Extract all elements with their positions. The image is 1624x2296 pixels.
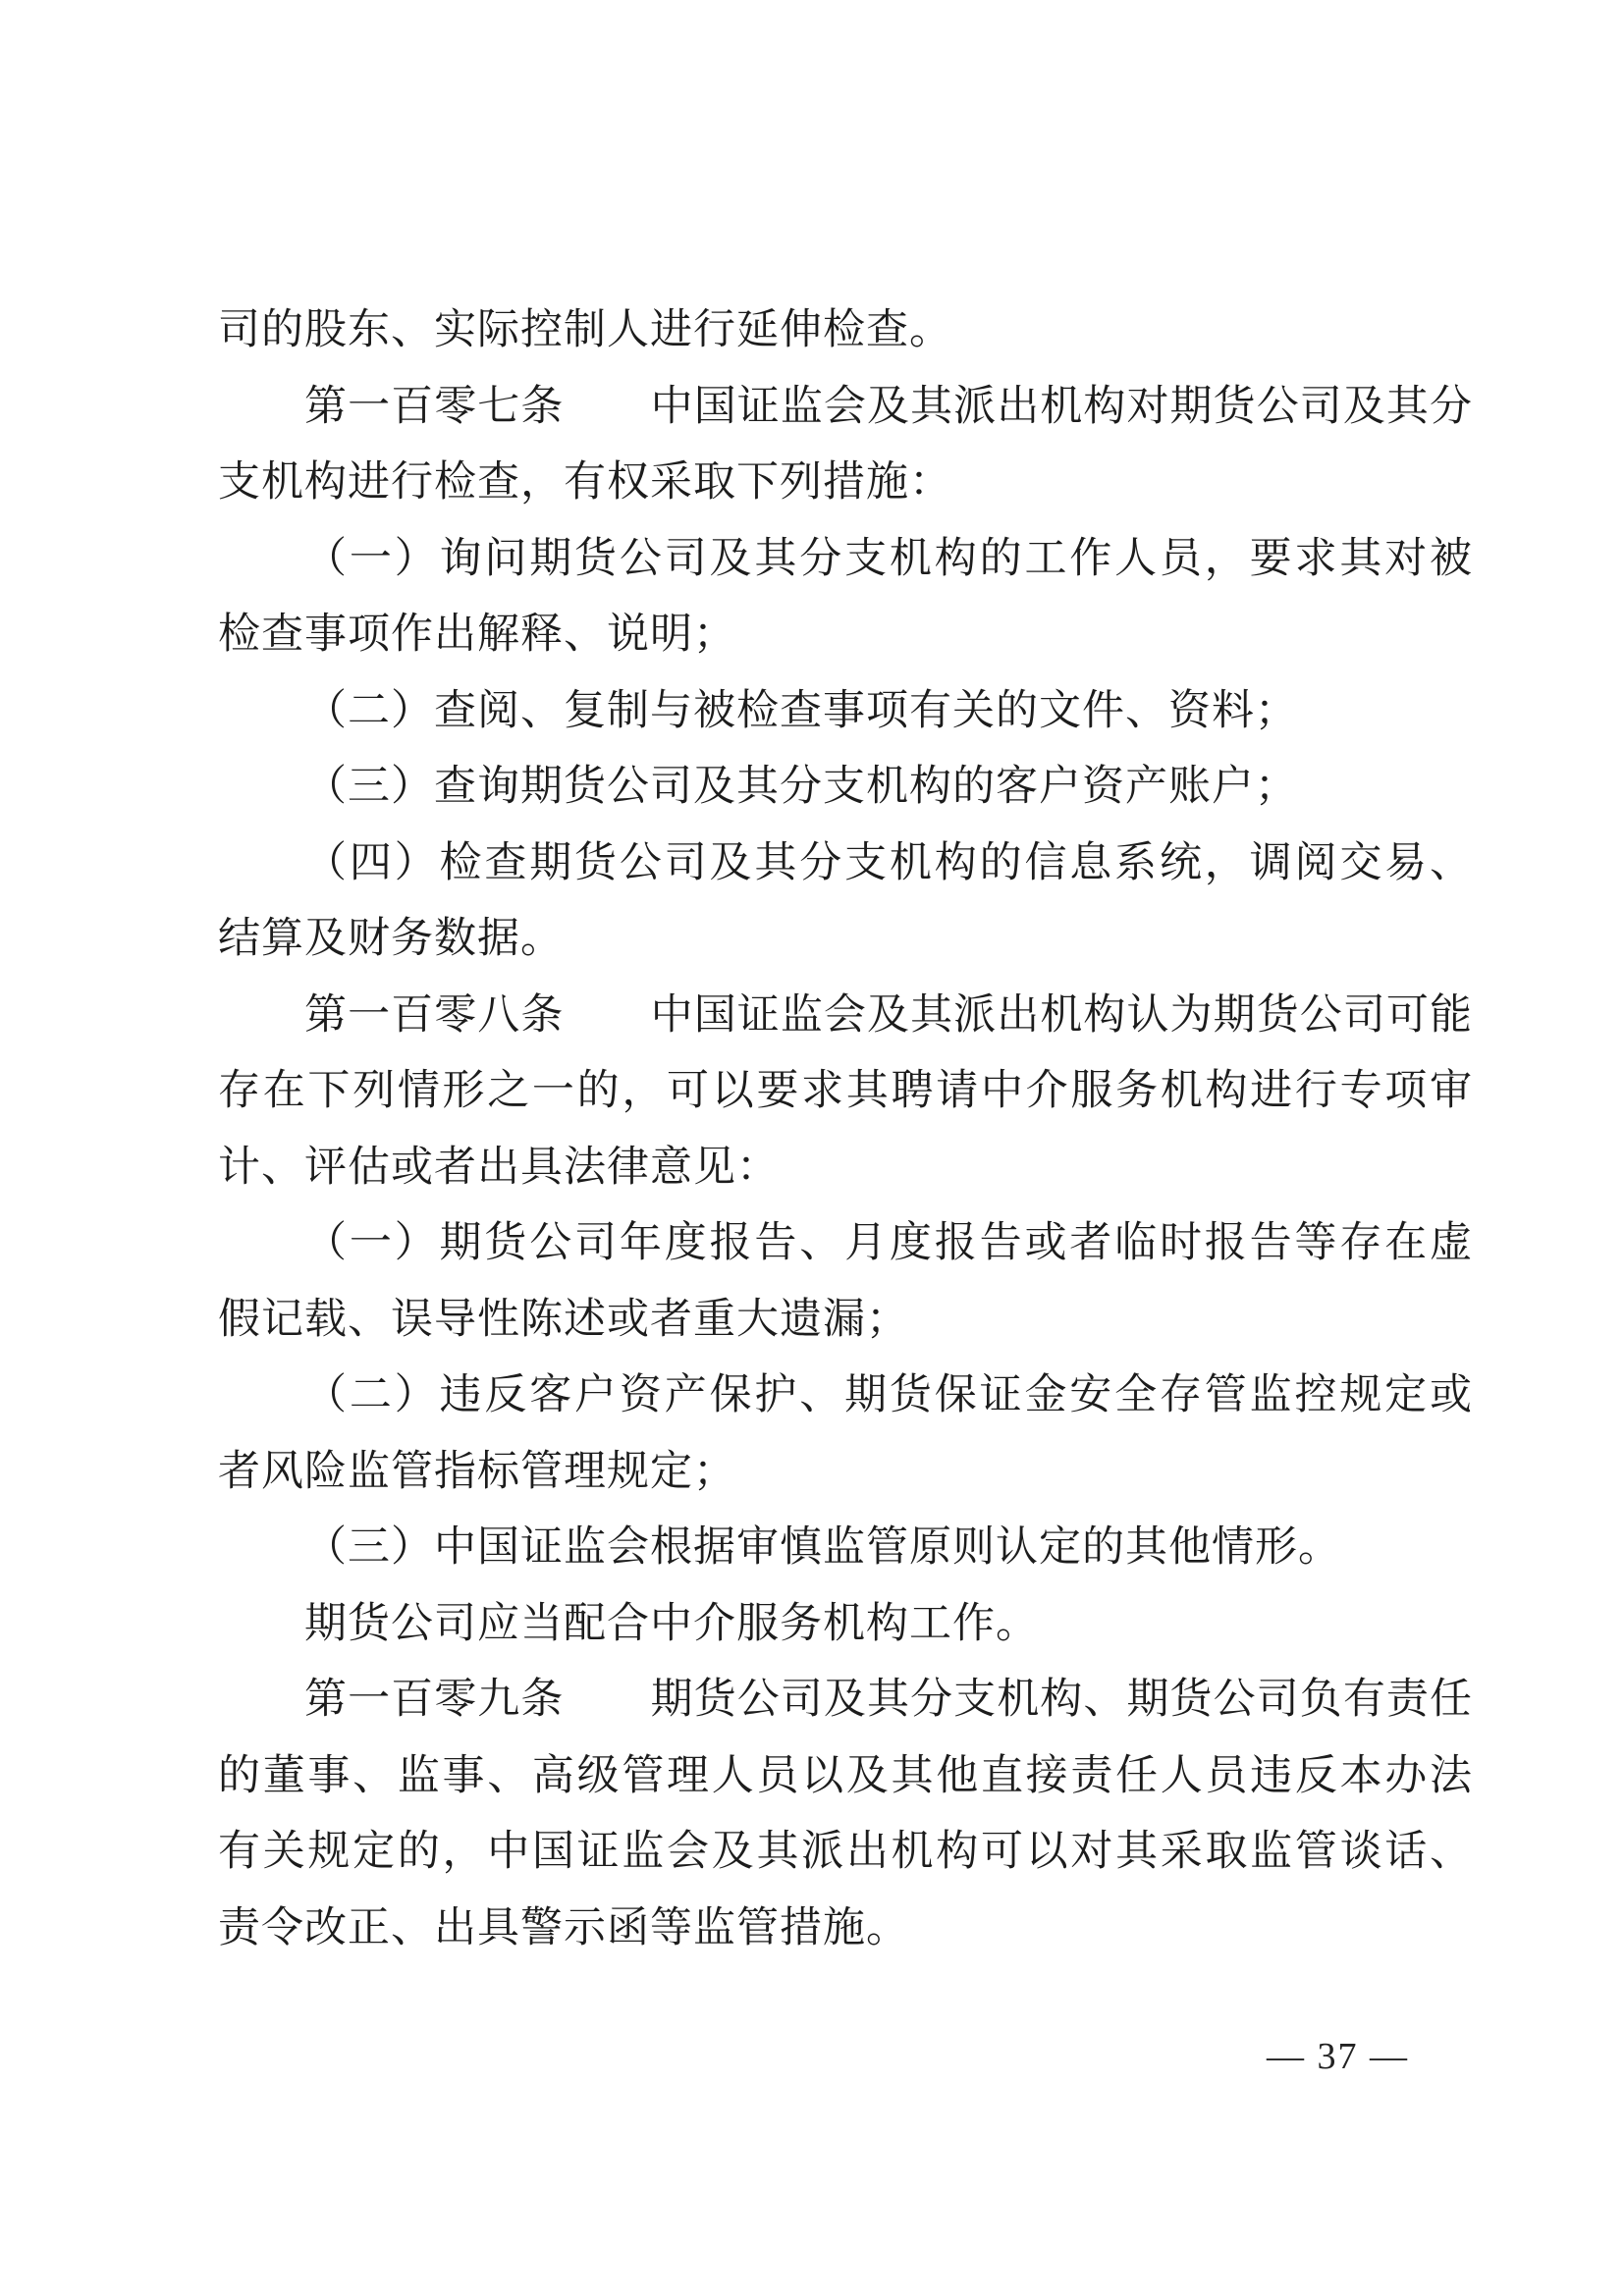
text-line: 有关规定的，中国证监会及其派出机构可以对其采取监管谈话、 — [218, 1829, 1473, 1875]
text-line: （四）检查期货公司及其分支机构的信息系统，调阅交易、 — [304, 839, 1473, 886]
text-line: （二）查阅、复制与被检查事项有关的文件、资料； — [304, 687, 1298, 734]
page-number: — 37 — — [1267, 2036, 1409, 2077]
document-text-block — [218, 293, 1473, 1966]
text-line: （一）询问期货公司及其分支机构的工作人员，要求其对被 — [304, 535, 1473, 582]
text-line: 责令改正、出具警示函等监管措施。 — [218, 1904, 909, 1951]
text-line: 存在下列情形之一的，可以要求其聘请中介服务机构进行专项审 — [218, 1068, 1473, 1114]
text-line: 检查事项作出解释、说明； — [218, 612, 736, 658]
text-line: （三）查询期货公司及其分支机构的客户资产账户； — [304, 764, 1298, 810]
text-line: 期货公司应当配合中介服务机构工作。 — [304, 1600, 1039, 1647]
text-line: 司的股东、实际控制人进行延伸检查。 — [218, 307, 952, 353]
text-line: 假记载、误导性陈述或者重大遗漏； — [218, 1296, 909, 1343]
text-line: （二）违反客户资产保护、期货保证金安全存管监控规定或 — [304, 1372, 1473, 1418]
text-line: 第一百零七条 中国证监会及其派出机构对期货公司及其分 — [304, 383, 1473, 430]
text-line: 支机构进行检查，有权采取下列措施： — [218, 459, 952, 506]
text-line: （三）中国证监会根据审慎监管原则认定的其他情形。 — [304, 1524, 1341, 1571]
text-line: 结算及财务数据。 — [218, 916, 564, 962]
text-line: 计、评估或者出具法律意见： — [218, 1144, 780, 1191]
text-line: 的董事、监事、高级管理人员以及其他直接责任人员违反本办法 — [218, 1752, 1473, 1799]
text-line: 第一百零八条 中国证监会及其派出机构认为期货公司可能 — [304, 991, 1473, 1039]
text-line: 者风险监管指标管理规定； — [218, 1448, 736, 1495]
text-line: 第一百零九条 期货公司及其分支机构、期货公司负有责任 — [304, 1677, 1473, 1723]
text-line: （一）期货公司年度报告、月度报告或者临时报告等存在虚 — [304, 1220, 1473, 1266]
